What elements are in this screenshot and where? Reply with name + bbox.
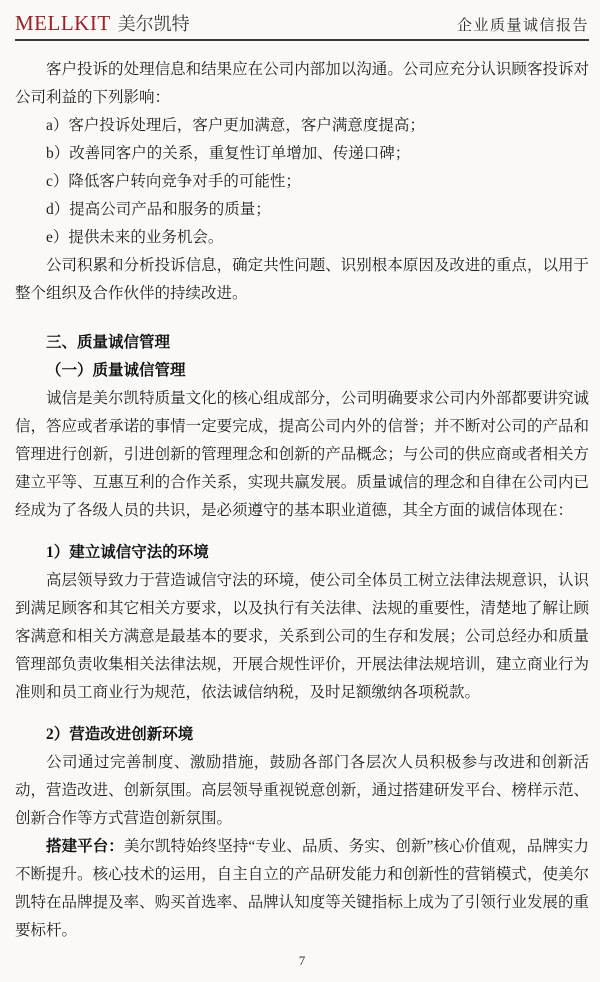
subsection-heading-quality-integrity: （一）质量诚信管理 (46, 362, 186, 379)
page-header (15, 10, 589, 41)
section-heading-quality-integrity: 三、质量诚信管理 (46, 334, 171, 351)
list-item-c: c）降低客户转向竞争对手的可能性； (46, 173, 301, 190)
list-item-b: b）改善同客户的关系，重复性订单增加、传递口碑； (46, 145, 411, 162)
page-footer (15, 953, 589, 968)
paragraph-law-environment: 高层领导致力于营造诚信守法的环境，使公司全体员工树立法律法规意识，认识到满足顾客和其它相关方要求，以及执行有关法律、法规的重要性，清楚地了解让顾客满意和相关方满意是最基本的要求，关系到公司的生存和发展；公司总经办和质量管理部负责收集相关法律法规，开展合规性评价，开展法律法规培训，建立商业行为准则和员工商业行为规范，依法诚信纳税，及时足额缴纳各项税款。 (15, 572, 589, 701)
page-number: 7 (298, 953, 306, 968)
logo-text-cn: 美尔凯特 (117, 14, 190, 34)
paragraph-complaint-summary: 公司积累和分析投诉信息，确定共性问题、识别根本原因及改进的重点，以用于整个组织及合作伙伴的持续改进。 (15, 257, 589, 302)
paragraph-platform (15, 833, 589, 945)
platform-lead-text: 美尔凯特始终坚持“专业、品质、务实、创新”核心价值观，品牌实力不断提升。核心技术的运用，自主自立的产品研发能力和创新性的营销模式，使美尔凯特在品牌提及率、购买首选率、品牌认知度等关键指标上成为了引领行业发展的重要标杆。 (15, 838, 589, 939)
numbered-heading-innovation-environment: 2）营造改进创新环境 (46, 726, 194, 743)
list-item-e: e）提供未来的业务机会。 (46, 229, 224, 246)
document-title: 企业质量诚信报告 (456, 18, 589, 34)
platform-lead-label: 搭建平台： (46, 838, 124, 855)
company-logo (15, 10, 190, 36)
paragraph-integrity-culture: 诚信是美尔凯特质量文化的核心组成部分，公司明确要求公司内外部都要讲究诚信，答应或者承诺的事情一定要完成，提高公司内外的信誉；并不断对公司的产品和管理进行创新，引进创新的管理理念和创新的产品概念；与公司的供应商或者相关方建立平等、互惠互利的合作关系，实现共赢发展。质量诚信的理念和自律在公司内已经成为了各级人员的共识，是必须遵守的基本职业道德，其全方面的诚信体现在： (15, 390, 589, 519)
list-item-d: d）提高公司产品和服务的质量； (46, 201, 271, 218)
logo-text-en: MELLKIT (15, 11, 111, 35)
numbered-heading-law-environment: 1）建立诚信守法的环境 (46, 544, 209, 561)
document-body (15, 56, 589, 945)
paragraph-complaint-intro: 客户投诉的处理信息和结果应在公司内部加以沟通。公司应充分认识顾客投诉对公司利益的下列影响： (15, 61, 589, 106)
list-item-a: a）客户投诉处理后，客户更加满意，客户满意度提高； (46, 117, 425, 134)
paragraph-innovation-environment: 公司通过完善制度、激励措施，鼓励各部门各层次人员积极参与改进和创新活动，营造改进、创新氛围。高层领导重视锐意创新，通过搭建研发平台、榜样示范、创新合作等方式营造创新氛围。 (15, 754, 589, 827)
